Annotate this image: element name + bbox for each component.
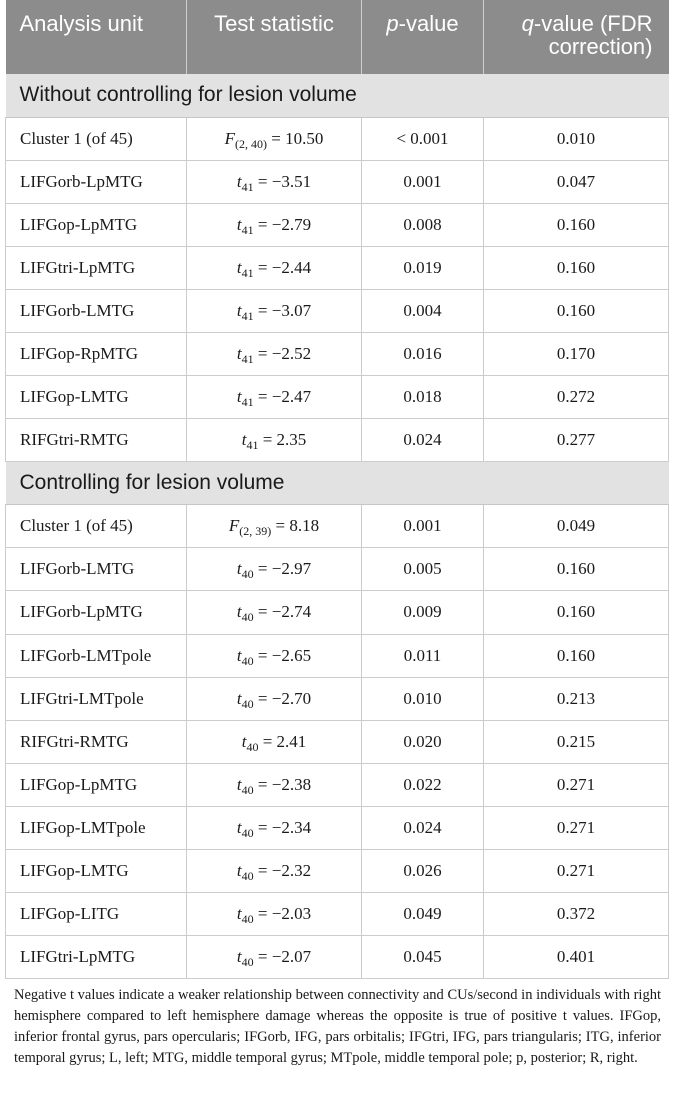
analysis-unit-cell: LIFGorb-LpMTG: [6, 591, 187, 634]
p-value-cell: 0.022: [362, 763, 484, 806]
stat-equals: =: [253, 688, 272, 708]
q-value-cell: 0.271: [484, 763, 669, 806]
stat-symbol: F: [228, 516, 240, 536]
stat-symbol: t: [236, 171, 242, 191]
q-value-cell: 0.272: [484, 376, 669, 419]
q-value-cell: 0.160: [484, 591, 669, 634]
stat-subscript: 40: [241, 912, 254, 927]
table-footnote: Negative t values indicate a weaker relationship between connectivity and CUs/second in individuals with right hemisphere compared to left hemisphere damage whereas the opposite is true of positive t values. IFGop, inferior frontal gyrus, pars opercularis; IFGorb, IFG, pars orbitalis; IFGtri, IFG, pars triangularis; ITG, inferior temporal gyrus; L, left; MTG, middle temporal gyrus; MTpole, middle temporal pole; p, posterior; R, right.: [14, 987, 661, 1066]
stat-symbol: F: [224, 128, 236, 148]
analysis-unit-cell: LIFGop-LMTG: [6, 850, 187, 893]
analysis-unit-cell: LIFGop-LpMTG: [6, 203, 187, 246]
stat-subscript: 41: [241, 352, 254, 367]
stat-equals: =: [271, 516, 290, 536]
p-value-cell: 0.024: [362, 419, 484, 462]
stat-subscript: 41: [241, 179, 254, 194]
q-value-cell: 0.277: [484, 419, 669, 462]
test-statistic-cell: [187, 246, 362, 289]
stat-subscript: 40: [241, 782, 254, 797]
stat-equals: =: [253, 947, 272, 967]
q-value-cell: 0.170: [484, 332, 669, 375]
q-value-cell: 0.160: [484, 203, 669, 246]
stat-value: −2.03: [271, 904, 312, 924]
header-test-statistic: Test statistic: [187, 0, 362, 74]
table-body: [6, 74, 669, 979]
q-value-cell: 0.010: [484, 117, 669, 160]
table-header: [6, 0, 669, 74]
p-value-cell: < 0.001: [362, 117, 484, 160]
table-row: [6, 591, 669, 634]
q-value-cell: 0.047: [484, 160, 669, 203]
q-value-cell: 0.160: [484, 246, 669, 289]
q-value-cell: 0.271: [484, 850, 669, 893]
test-statistic-cell: [187, 936, 362, 979]
p-value-cell: 0.010: [362, 677, 484, 720]
stat-value: −3.51: [271, 171, 312, 191]
stat-symbol: t: [236, 688, 242, 708]
table-row: [6, 677, 669, 720]
table-row: [6, 419, 669, 462]
stat-subscript: 41: [241, 265, 254, 280]
q-value-cell: 0.160: [484, 634, 669, 677]
header-p-label: -value: [398, 11, 459, 36]
test-statistic-cell: [187, 850, 362, 893]
p-value-cell: 0.004: [362, 289, 484, 332]
stat-value: −2.52: [271, 344, 312, 364]
stat-equals: =: [258, 430, 277, 450]
stat-equals: =: [253, 214, 272, 234]
stat-equals: =: [253, 387, 272, 407]
q-value-cell: 0.160: [484, 548, 669, 591]
stat-equals: =: [253, 817, 272, 837]
table-row: [6, 376, 669, 419]
q-value-cell: 0.271: [484, 806, 669, 849]
header-p-value: [362, 0, 484, 74]
analysis-unit-cell: LIFGtri-LMTpole: [6, 677, 187, 720]
q-value-cell: 0.215: [484, 720, 669, 763]
p-value-cell: 0.001: [362, 160, 484, 203]
results-table-container: [5, 0, 668, 979]
stat-symbol: t: [236, 904, 242, 924]
test-statistic-cell: [187, 763, 362, 806]
stat-value: −2.74: [271, 602, 312, 622]
p-value-cell: 0.011: [362, 634, 484, 677]
stat-symbol: t: [236, 817, 242, 837]
stat-subscript: 40: [241, 825, 254, 840]
stat-symbol: t: [241, 731, 247, 751]
stat-value: −2.70: [271, 688, 312, 708]
section-header-row: [6, 462, 669, 505]
stat-symbol: t: [236, 861, 242, 881]
stat-subscript: 40: [241, 696, 254, 711]
test-statistic-cell: [187, 505, 362, 548]
test-statistic-cell: [187, 376, 362, 419]
stat-equals: =: [253, 300, 272, 320]
stat-value: −2.47: [271, 387, 312, 407]
stat-value: −2.32: [271, 861, 312, 881]
table-row: [6, 634, 669, 677]
header-p-symbol: p: [386, 11, 399, 36]
test-statistic-cell: [187, 806, 362, 849]
stat-value: −2.07: [271, 947, 312, 967]
section-header-row: [6, 74, 669, 117]
stat-subscript: 40: [246, 739, 259, 754]
table-row: [6, 117, 669, 160]
stat-symbol: t: [236, 387, 242, 407]
test-statistic-cell: [187, 720, 362, 763]
table-row: [6, 936, 669, 979]
stat-symbol: t: [236, 300, 242, 320]
analysis-unit-cell: RIFGtri-RMTG: [6, 419, 187, 462]
analysis-unit-cell: LIFGorb-LpMTG: [6, 160, 187, 203]
stat-symbol: t: [236, 774, 242, 794]
p-value-cell: 0.019: [362, 246, 484, 289]
table-row: [6, 332, 669, 375]
test-statistic-cell: [187, 634, 362, 677]
results-table: [5, 0, 669, 979]
stat-value: −2.44: [271, 257, 312, 277]
header-q-label: -value (FDR correction): [533, 11, 653, 59]
table-row: [6, 720, 669, 763]
stat-value: −2.38: [271, 774, 312, 794]
stat-equals: =: [253, 257, 272, 277]
p-value-cell: 0.045: [362, 936, 484, 979]
q-value-cell: 0.049: [484, 505, 669, 548]
stat-value: 8.18: [289, 516, 320, 536]
section-title: Controlling for lesion volume: [6, 462, 669, 505]
stat-value: −3.07: [271, 300, 312, 320]
p-value-cell: 0.008: [362, 203, 484, 246]
stat-equals: =: [253, 645, 272, 665]
test-statistic-cell: [187, 893, 362, 936]
test-statistic-cell: [187, 419, 362, 462]
analysis-unit-cell: RIFGtri-RMTG: [6, 720, 187, 763]
analysis-unit-cell: LIFGop-RpMTG: [6, 332, 187, 375]
p-value-cell: 0.001: [362, 505, 484, 548]
table-row: [6, 763, 669, 806]
stat-equals: =: [253, 904, 272, 924]
stat-value: −2.79: [271, 214, 312, 234]
stat-symbol: t: [236, 257, 242, 277]
stat-symbol: t: [236, 214, 242, 234]
analysis-unit-cell: LIFGorb-LMTG: [6, 548, 187, 591]
stat-equals: =: [253, 171, 272, 191]
p-value-cell: 0.024: [362, 806, 484, 849]
analysis-unit-cell: Cluster 1 (of 45): [6, 117, 187, 160]
test-statistic-cell: [187, 677, 362, 720]
stat-value: −2.34: [271, 817, 312, 837]
p-value-cell: 0.049: [362, 893, 484, 936]
table-row: [6, 505, 669, 548]
table-row: [6, 203, 669, 246]
section-title: Without controlling for lesion volume: [6, 74, 669, 117]
stat-symbol: t: [236, 559, 242, 579]
test-statistic-cell: [187, 160, 362, 203]
table-row: [6, 160, 669, 203]
test-statistic-cell: [187, 548, 362, 591]
stat-subscript: 41: [246, 438, 259, 453]
p-value-cell: 0.026: [362, 850, 484, 893]
table-row: [6, 806, 669, 849]
stat-symbol: t: [236, 947, 242, 967]
stat-subscript: (2, 39): [239, 524, 272, 539]
test-statistic-cell: [187, 117, 362, 160]
p-value-cell: 0.020: [362, 720, 484, 763]
stat-value: 2.41: [276, 731, 307, 751]
stat-value: 10.50: [285, 128, 324, 148]
stat-equals: =: [253, 774, 272, 794]
stat-equals: =: [258, 731, 277, 751]
header-q-value: [484, 0, 669, 74]
p-value-cell: 0.005: [362, 548, 484, 591]
stat-equals: =: [253, 861, 272, 881]
test-statistic-cell: [187, 332, 362, 375]
stat-subscript: 41: [241, 308, 254, 323]
table-row: [6, 893, 669, 936]
analysis-unit-cell: LIFGorb-LMTG: [6, 289, 187, 332]
p-value-cell: 0.016: [362, 332, 484, 375]
test-statistic-cell: [187, 289, 362, 332]
stat-subscript: 41: [241, 222, 254, 237]
test-statistic-cell: [187, 591, 362, 634]
stat-subscript: 40: [241, 653, 254, 668]
analysis-unit-cell: LIFGop-LMTpole: [6, 806, 187, 849]
stat-value: 2.35: [276, 430, 307, 450]
q-value-cell: 0.160: [484, 289, 669, 332]
stat-subscript: 41: [241, 395, 254, 410]
analysis-unit-cell: LIFGorb-LMTpole: [6, 634, 187, 677]
stat-subscript: 40: [241, 955, 254, 970]
stat-subscript: (2, 40): [235, 136, 268, 151]
table-row: [6, 850, 669, 893]
stat-symbol: t: [236, 645, 242, 665]
stat-equals: =: [267, 128, 286, 148]
stat-subscript: 40: [241, 869, 254, 884]
test-statistic-cell: [187, 203, 362, 246]
analysis-unit-cell: LIFGtri-LpMTG: [6, 246, 187, 289]
stat-subscript: 40: [241, 567, 254, 582]
p-value-cell: 0.009: [362, 591, 484, 634]
stat-equals: =: [253, 559, 272, 579]
header-analysis-unit: Analysis unit: [6, 0, 187, 74]
stat-equals: =: [253, 344, 272, 364]
header-q-symbol: q: [521, 11, 534, 36]
analysis-unit-cell: LIFGop-LMTG: [6, 376, 187, 419]
p-value-cell: 0.018: [362, 376, 484, 419]
stat-subscript: 40: [241, 610, 254, 625]
stat-value: −2.97: [271, 559, 312, 579]
stat-symbol: t: [236, 344, 242, 364]
analysis-unit-cell: Cluster 1 (of 45): [6, 505, 187, 548]
stat-value: −2.65: [271, 645, 312, 665]
table-row: [6, 289, 669, 332]
table-row: [6, 246, 669, 289]
analysis-unit-cell: LIFGtri-LpMTG: [6, 936, 187, 979]
q-value-cell: 0.401: [484, 936, 669, 979]
stat-equals: =: [253, 602, 272, 622]
analysis-unit-cell: LIFGop-LITG: [6, 893, 187, 936]
stat-symbol: t: [236, 602, 242, 622]
q-value-cell: 0.372: [484, 893, 669, 936]
q-value-cell: 0.213: [484, 677, 669, 720]
table-row: [6, 548, 669, 591]
analysis-unit-cell: LIFGop-LpMTG: [6, 763, 187, 806]
stat-symbol: t: [241, 430, 247, 450]
